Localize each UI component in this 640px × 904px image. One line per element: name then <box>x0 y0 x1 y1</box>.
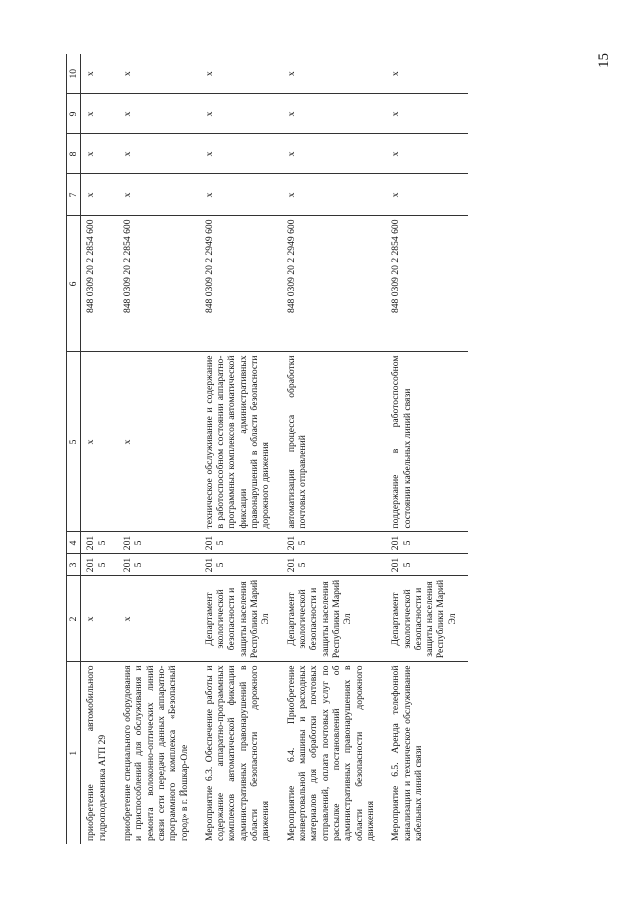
rotated-page <box>36 0 576 904</box>
value-cell: х <box>200 134 282 174</box>
column-header: 6 <box>67 216 81 352</box>
measure-name-cell: приобретение автомобильного гидроподъемника АГП 29 <box>85 665 108 841</box>
start-year-cell: 2015 <box>282 554 387 576</box>
value-cell: х <box>81 174 118 216</box>
result-cell: техническое обслуживание и содержание в работоспособном состоянии аппаратно-программных комплексов автоматической фиксации административных правонарушений в области безопасности дорожного движения <box>200 352 282 532</box>
value-cell: х <box>386 54 468 94</box>
budget-code-cell: 848 0309 20 2 2854 600 <box>81 216 118 352</box>
value-cell: х <box>282 54 387 94</box>
responsible-cell: х <box>118 576 200 662</box>
measure-name-cell: Мероприятие 6.5. Аренда телефонной канализации и техническое обслуживание кабельных линий связи <box>390 665 424 841</box>
value-cell: х <box>282 174 387 216</box>
table-row <box>81 54 118 844</box>
responsible-cell: Департамент экологической безопасности и защиты населения Республики Марий Эл <box>200 576 282 662</box>
program-table <box>66 54 468 844</box>
header-row <box>67 54 81 844</box>
column-header: 7 <box>67 174 81 216</box>
value-cell: х <box>386 134 468 174</box>
column-header: 9 <box>67 94 81 134</box>
page-number: 15 <box>596 53 612 68</box>
column-header: 1 <box>67 662 81 844</box>
value-cell: х <box>118 134 200 174</box>
value-cell: х <box>81 54 118 94</box>
end-year-cell: 2015 <box>81 532 118 554</box>
value-cell: х <box>118 174 200 216</box>
budget-code-cell: 848 0309 20 2 2854 600 <box>386 216 468 352</box>
measure-name-cell: Мероприятие 6.3. Обеспечение работы и содержание аппаратно-программных комплексов автоматической фиксации административных правонарушений в области безопасности дорожного движения <box>203 665 272 841</box>
responsible-cell: Департамент экологической безопасности и защиты населения Республики Марий Эл <box>282 576 387 662</box>
budget-code-cell: 848 0309 20 2 2949 600 <box>200 216 282 352</box>
result-cell: поддержание в работоспособном состоянии кабельных линий связи <box>386 352 468 532</box>
result-cell: х <box>81 352 118 532</box>
value-cell: х <box>118 54 200 94</box>
start-year-cell: 2015 <box>386 554 468 576</box>
end-year-cell: 2015 <box>386 532 468 554</box>
result-cell: автоматизация процесса обработки почтовых отправлений <box>282 352 387 532</box>
value-cell: х <box>282 134 387 174</box>
value-cell: х <box>81 94 118 134</box>
end-year-cell: 2015 <box>118 532 200 554</box>
value-cell: х <box>386 94 468 134</box>
value-cell: х <box>282 94 387 134</box>
measure-name-cell: приобретение специального оборудования и приспособлений для обслуживания и ремонта волоконно-оптических линий связи сети передачи данных аппаратно-программного комплекса «Безопасный город» в г. Йошкар-Оле <box>121 665 190 841</box>
responsible-cell: х <box>81 576 118 662</box>
start-year-cell: 2015 <box>118 554 200 576</box>
result-cell: х <box>118 352 200 532</box>
table-row <box>282 54 387 844</box>
value-cell: х <box>200 54 282 94</box>
value-cell: х <box>81 134 118 174</box>
value-cell: х <box>386 174 468 216</box>
budget-code-cell: 848 0309 20 2 2949 600 <box>282 216 387 352</box>
value-cell: х <box>118 94 200 134</box>
value-cell: х <box>200 94 282 134</box>
value-cell: х <box>200 174 282 216</box>
end-year-cell: 2015 <box>200 532 282 554</box>
start-year-cell: 2015 <box>81 554 118 576</box>
table-row <box>118 54 200 844</box>
column-header: 8 <box>67 134 81 174</box>
table-row <box>386 54 468 844</box>
column-header: 10 <box>67 54 81 94</box>
column-header: 2 <box>67 576 81 662</box>
end-year-cell: 2015 <box>282 532 387 554</box>
column-header: 5 <box>67 352 81 532</box>
responsible-cell: Департамент экологической безопасности и защиты населения Республики Марий Эл <box>386 576 468 662</box>
column-header: 3 <box>67 554 81 576</box>
budget-code-cell: 848 0309 20 2 2854 600 <box>118 216 200 352</box>
table-row <box>200 54 282 844</box>
measure-name-cell: Мероприятие 6.4. Приобретение конвертовальной машины и расходных материалов для обработки почтовых отправлений, оплата почтовых услуг по рассылке постановлений об административных правонарушениях в области безопасности дорожного движения <box>285 665 376 841</box>
start-year-cell: 2015 <box>200 554 282 576</box>
column-header: 4 <box>67 532 81 554</box>
